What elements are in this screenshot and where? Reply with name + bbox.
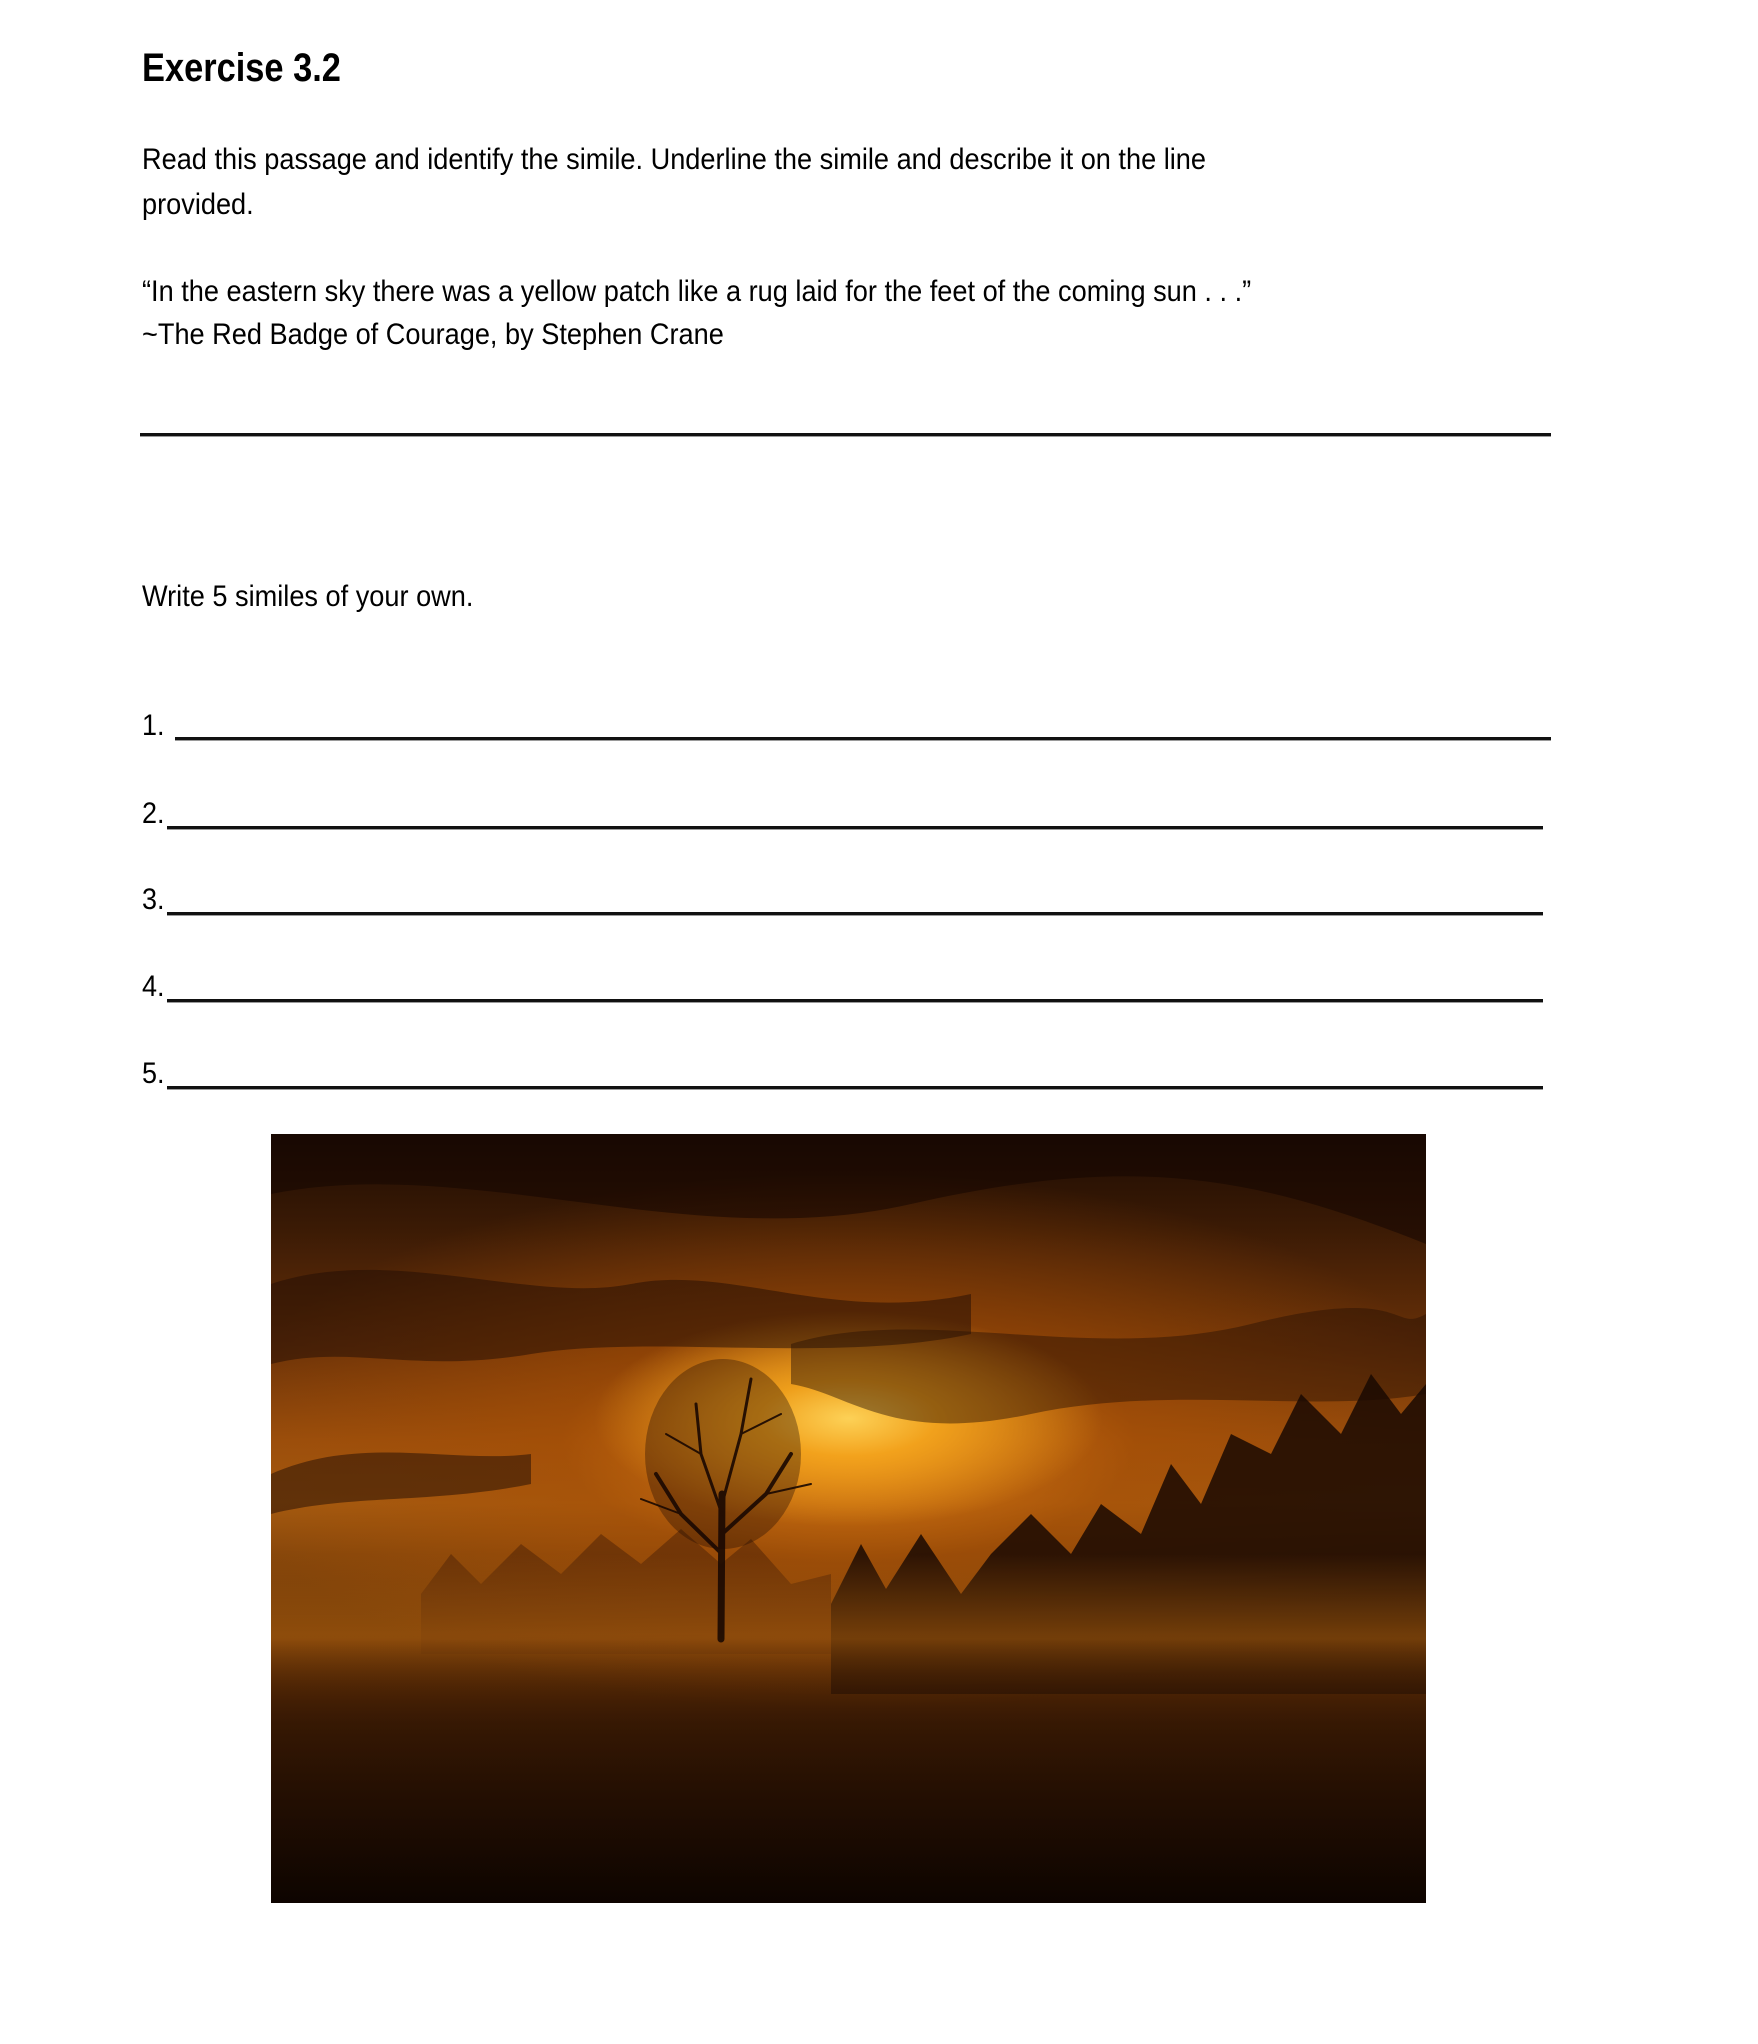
page-title: Exercise 3.2	[142, 46, 341, 90]
passage-quote: “In the eastern sky there was a yellow patch like a rug laid for the feet of the coming sun . . .”	[142, 275, 1252, 308]
simile-number: 3.	[142, 883, 165, 916]
simile-number: 4.	[142, 970, 165, 1003]
simile-answer-line-3[interactable]	[167, 912, 1543, 915]
sunrise-landscape-photo	[271, 1134, 1426, 1903]
simile-answer-line-4[interactable]	[167, 999, 1543, 1002]
simile-answer-line-5[interactable]	[167, 1086, 1543, 1089]
simile-number: 2.	[142, 797, 165, 830]
similes-prompt: Write 5 similes of your own.	[142, 580, 474, 613]
simile-number: 1.	[142, 709, 165, 742]
simile-description-answer-line[interactable]	[140, 433, 1551, 436]
passage-attribution: ~The Red Badge of Courage, by Stephen Crane	[142, 318, 724, 351]
instruction-line-2: provided.	[142, 188, 254, 221]
simile-answer-line-2[interactable]	[167, 826, 1543, 829]
simile-answer-line-1[interactable]	[175, 737, 1551, 740]
landscape-silhouette-icon	[271, 1134, 1426, 1903]
simile-number: 5.	[142, 1057, 165, 1090]
instruction-line-1: Read this passage and identify the simile. Underline the simile and describe it on the line	[142, 143, 1206, 176]
